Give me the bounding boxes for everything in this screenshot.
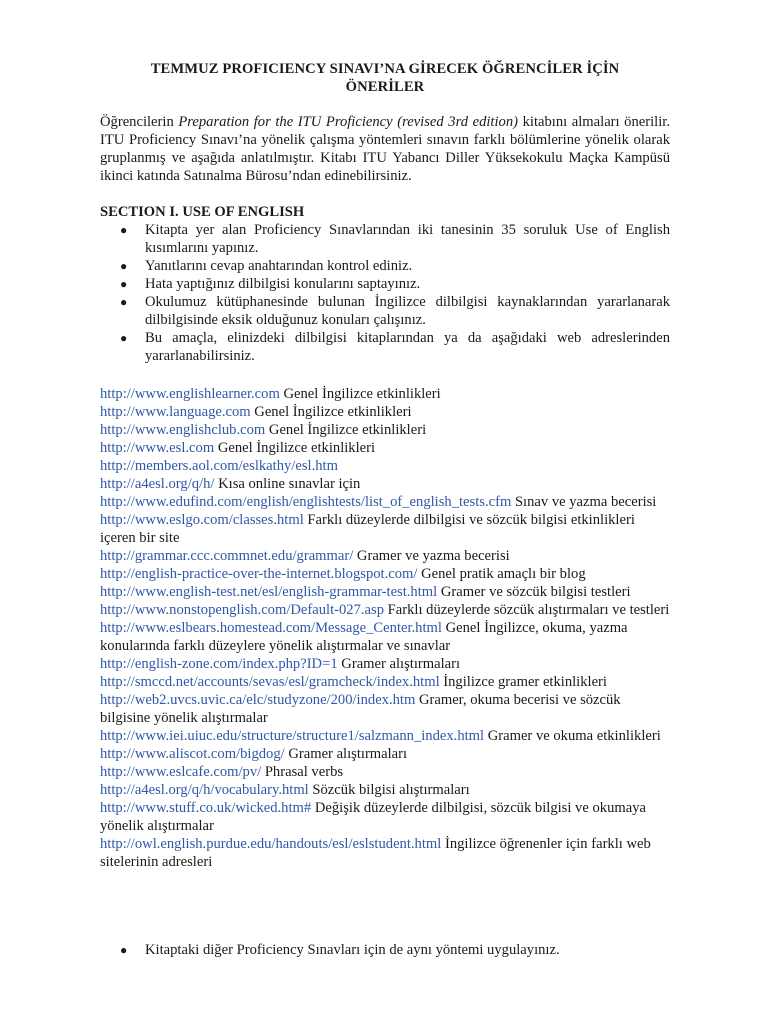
resource-description: Genel İngilizce etkinlikleri (265, 422, 427, 438)
instruction-list (100, 221, 670, 365)
title-line-1: TEMMUZ PROFICIENCY SINAVI’NA GİRECEK ÖĞRENCİLER İÇİN (150, 61, 620, 77)
resource-description: Genel İngilizce etkinlikleri (214, 440, 376, 456)
resource-description: İngilizce öğrenenler için farklı web sitelerinin adresleri (100, 836, 651, 870)
bullet-icon: ● (120, 259, 128, 273)
resource-entry (100, 835, 672, 871)
resource-link[interactable]: http://www.eslgo.com/classes.html (100, 512, 304, 528)
resource-entry (100, 655, 672, 673)
resource-description: Gramer ve okuma etkinlikleri (484, 728, 661, 744)
resource-link[interactable]: http://www.edufind.com/english/englishtests/list_of_english_tests.cfm (100, 494, 512, 510)
resource-link[interactable]: http://smccd.net/accounts/sevas/esl/gramcheck/index.html (100, 674, 440, 690)
instruction-item: ● Kitaptaki diğer Proficiency Sınavları için de aynı yöntemi uygulayınız. (120, 942, 560, 958)
resource-entry (100, 691, 672, 727)
resource-description: Farklı düzeylerde dilbilgisi ve sözcük bilgisi etkinlikleri içeren bir site (100, 512, 635, 546)
resource-link[interactable]: http://www.aliscot.com/bigdog/ (100, 746, 285, 762)
resource-entry (100, 601, 672, 619)
resource-entry (100, 763, 672, 781)
resource-link[interactable]: http://a4esl.org/q/h/vocabulary.html (100, 782, 309, 798)
resource-entry (100, 457, 672, 475)
resource-link[interactable]: http://www.english-test.net/esl/english-grammar-test.html (100, 584, 438, 600)
resource-description: Gramer ve sözcük bilgisi testleri (437, 584, 631, 600)
resource-link[interactable]: http://www.nonstopenglish.com/Default-027.asp (100, 602, 385, 618)
resource-entry (100, 475, 672, 493)
resource-entry (100, 565, 672, 583)
resource-entry (100, 799, 672, 835)
bullet-icon: ● (120, 943, 128, 957)
resource-link[interactable]: http://english-zone.com/index.php?ID=1 (100, 656, 338, 672)
resource-link[interactable]: http://web2.uvcs.uvic.ca/elc/studyzone/200/index.htm (100, 692, 416, 708)
resource-entry (100, 511, 672, 547)
book-title: Preparation for the ITU Proficiency (revised 3rd edition) (178, 114, 518, 130)
resource-link[interactable]: http://www.iei.uiuc.edu/structure/structure1/salzmann_index.html (100, 728, 485, 744)
section-heading: SECTION I. USE OF ENGLISH (100, 204, 305, 220)
instruction-item: ● Kitapta yer alan Proficiency Sınavlarından iki tanesinin 35 soruluk Use of English kısımlarını yapınız. (120, 222, 670, 256)
resource-entry (100, 673, 672, 691)
instruction-item: ● Yanıtlarını cevap anahtarından kontrol ediniz. (120, 258, 413, 274)
resource-link[interactable]: http://www.eslbears.homestead.com/Message_Center.html (100, 620, 442, 636)
resource-link[interactable]: http://www.language.com (100, 404, 251, 420)
resource-description: Genel pratik amaçlı bir blog (417, 566, 586, 582)
resource-link[interactable]: http://english-practice-over-the-internet.blogspot.com/ (100, 566, 418, 582)
intro-pre: Öğrencilerin (100, 114, 179, 130)
intro-post: kitabını almaları önerilir. ITU Proficiency Sınavı’na yönelik çalışma yöntemleri sınavın farklı bölümlerine yönelik olarak gruplanmış ve aşağıda anlatılmıştır. Kitabı ITU Yabancı Diller Yüksekokulu Maçka Kampüsü ikinci katında Satınalma Bürosu’ndan edinebilirsiniz. (100, 114, 670, 184)
final-instruction-list (100, 941, 670, 959)
resource-entry (100, 619, 672, 655)
resource-link[interactable]: http://www.englishclub.com (100, 422, 266, 438)
bullet-icon: ● (120, 295, 128, 309)
resource-entry (100, 583, 672, 601)
resource-link[interactable]: http://owl.english.purdue.edu/handouts/esl/eslstudent.html (100, 836, 442, 852)
resource-description: Gramer alıştırmaları (337, 656, 461, 672)
instruction-item: ● Hata yaptığınız dilbilgisi konularını saptayınız. (120, 276, 421, 292)
resource-link-list (100, 385, 672, 871)
resource-link[interactable]: http://members.aol.com/eslkathy/esl.htm (100, 458, 338, 474)
resource-description: Gramer alıştırmaları (284, 746, 408, 762)
resource-entry (100, 403, 672, 421)
resource-description: Farklı düzeylerde sözcük alıştırmaları ve testleri (384, 602, 670, 618)
title-line-2: ÖNERİLER (345, 79, 425, 95)
resource-entry (100, 745, 672, 763)
instruction-item: ● Okulumuz kütüphanesinde bulunan İngilizce dilbilgisi kaynaklarından yararlanarak dilbilgisinde eksik olduğunuz konuları çalışınız. (120, 294, 670, 328)
bullet-icon: ● (120, 331, 128, 345)
resource-entry (100, 439, 672, 457)
instruction-item: ● Bu amaçla, elinizdeki dilbilgisi kitaplarından ya da aşağıdaki web adreslerinden yararlanabilirsiniz. (120, 330, 670, 364)
resource-link[interactable]: http://www.eslcafe.com/pv/ (100, 764, 262, 780)
resource-entry (100, 547, 672, 565)
resource-entry (100, 493, 672, 511)
resource-link[interactable]: http://www.esl.com (100, 440, 215, 456)
intro-paragraph (100, 113, 670, 185)
resource-description: Sözcük bilgisi alıştırmaları (308, 782, 470, 798)
resource-description: Değişik düzeylerde dilbilgisi, sözcük bilgisi ve okumaya yönelik alıştırmalar (100, 800, 646, 834)
resource-description: Phrasal verbs (261, 764, 344, 780)
resource-description: Sınav ve yazma becerisi (511, 494, 657, 510)
bullet-icon: ● (120, 277, 128, 291)
resource-entry (100, 727, 672, 745)
resource-entry (100, 421, 672, 439)
resource-description: Genel İngilizce etkinlikleri (250, 404, 412, 420)
resource-description: Gramer ve yazma becerisi (353, 548, 510, 564)
resource-description: Genel İngilizce etkinlikleri (279, 386, 441, 402)
resource-link[interactable]: http://www.englishlearner.com (100, 386, 280, 402)
resource-link[interactable]: http://grammar.ccc.commnet.edu/grammar/ (100, 548, 354, 564)
resource-description: İngilizce gramer etkinlikleri (439, 674, 607, 690)
resource-description: Genel İngilizce, okuma, yazma konularında farklı düzeylere yönelik alıştırmalar ve sınavlar (100, 620, 628, 654)
bullet-icon: ● (120, 223, 128, 237)
resource-link[interactable]: http://a4esl.org/q/h/ (100, 476, 215, 492)
resource-entry (100, 781, 672, 799)
resource-description: Gramer, okuma becerisi ve sözcük bilgisine yönelik alıştırmalar (100, 692, 621, 726)
resource-description: Kısa online sınavlar için (214, 476, 361, 492)
resource-entry (100, 385, 672, 403)
resource-link[interactable]: http://www.stuff.co.uk/wicked.htm# (100, 800, 312, 816)
page-title (100, 60, 670, 96)
